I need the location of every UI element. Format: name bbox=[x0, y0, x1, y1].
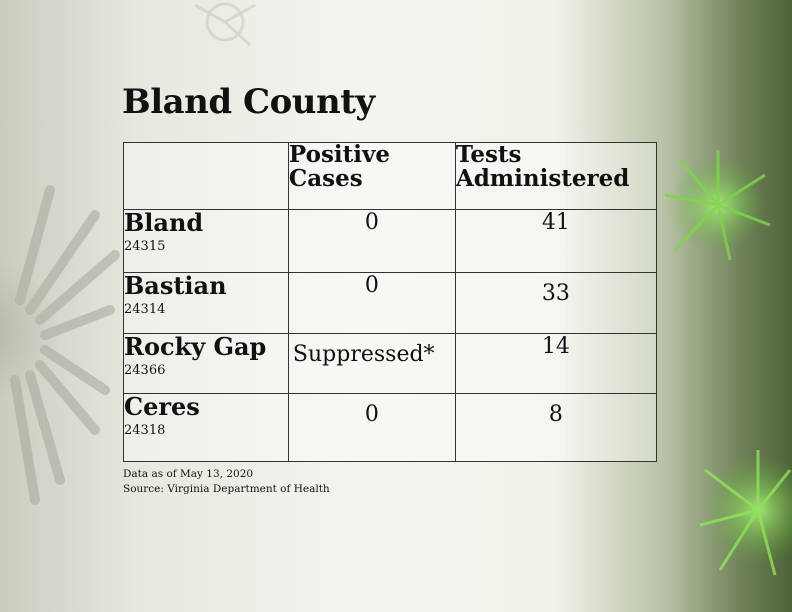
location-zip: 24315 bbox=[124, 239, 166, 254]
green-virus-icon bbox=[665, 150, 770, 260]
positive-cases-value: Suppressed* bbox=[288, 334, 455, 394]
table-row bbox=[124, 334, 657, 394]
location-zip: 24318 bbox=[124, 423, 166, 438]
location-zip: 24314 bbox=[124, 302, 166, 317]
grey-virus-icon bbox=[0, 190, 115, 500]
header-positive-cases: Positive Cases bbox=[288, 143, 455, 210]
positive-cases-value: 0 bbox=[288, 210, 455, 273]
data-date-note: Data as of May 13, 2020 bbox=[123, 468, 254, 480]
faint-virus-icon bbox=[195, 4, 255, 45]
table-header-row bbox=[124, 143, 657, 210]
table-row bbox=[124, 273, 657, 334]
header-tests-administered: Tests Administered bbox=[455, 143, 656, 210]
location-name: Bastian bbox=[124, 271, 227, 300]
county-data-table bbox=[123, 142, 657, 462]
page-title: Bland County bbox=[122, 82, 375, 122]
footnotes bbox=[123, 467, 330, 497]
tests-value: 33 bbox=[455, 273, 656, 334]
table-row bbox=[124, 210, 657, 273]
source-note: Source: Virginia Department of Health bbox=[123, 483, 330, 495]
location-name: Rocky Gap bbox=[124, 332, 267, 361]
positive-cases-value: 0 bbox=[288, 394, 455, 462]
location-name: Bland bbox=[124, 208, 204, 237]
table-row bbox=[124, 394, 657, 462]
tests-value: 41 bbox=[455, 210, 656, 273]
positive-cases-value: 0 bbox=[288, 273, 455, 334]
tests-value: 8 bbox=[455, 394, 656, 462]
header-location bbox=[124, 143, 289, 210]
green-virus-icon bbox=[700, 450, 792, 575]
location-name: Ceres bbox=[124, 392, 200, 421]
tests-value: 14 bbox=[455, 334, 656, 394]
location-zip: 24366 bbox=[124, 363, 166, 378]
